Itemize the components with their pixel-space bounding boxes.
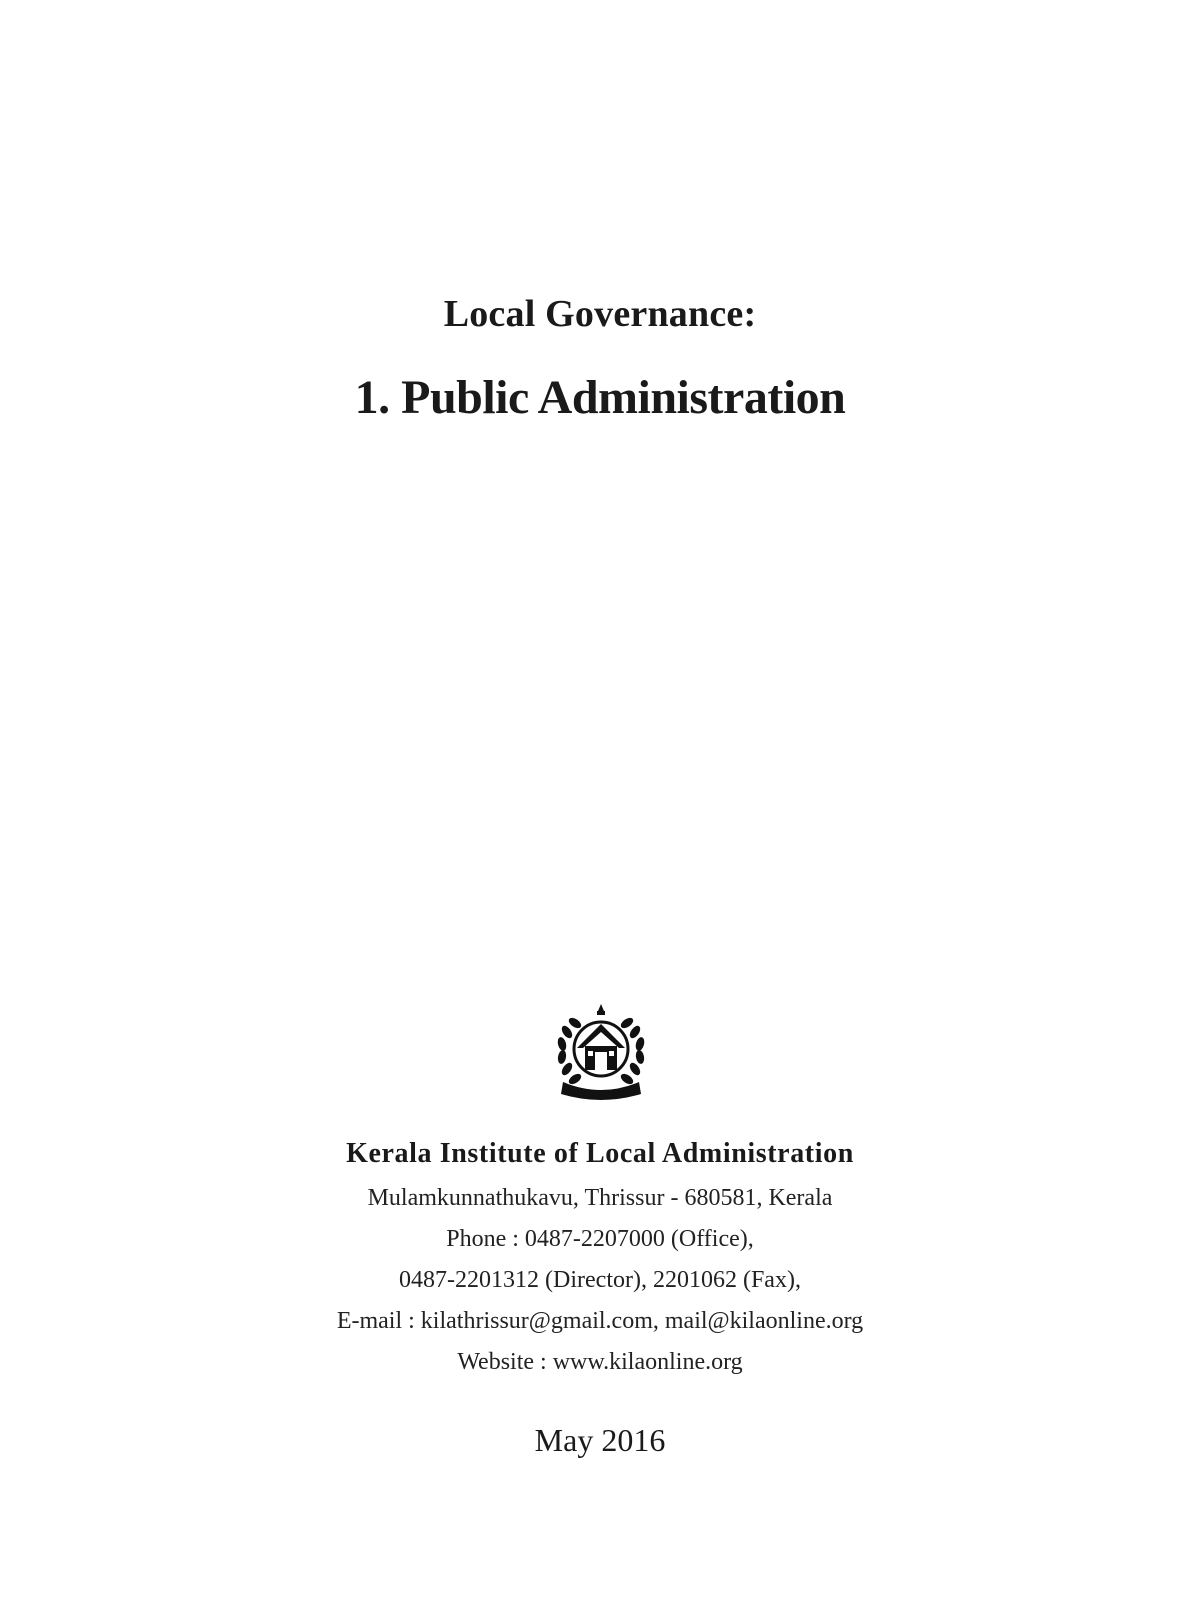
- publisher-contact: [0, 1178, 1200, 1383]
- publisher-email: E-mail : kilathrissur@gmail.com, mail@kilaonline.org: [336, 1308, 864, 1334]
- publication-date: May 2016: [534, 1422, 666, 1458]
- publisher-website: Website : www.kilaonline.org: [457, 1349, 743, 1375]
- series-title: Local Governance:: [443, 293, 757, 335]
- document-title: 1. Public Administration: [354, 371, 846, 424]
- publisher-name: Kerala Institute of Local Administration: [346, 1138, 854, 1169]
- publisher-phone-fax: 0487-2201312 (Director), 2201062 (Fax),: [399, 1267, 801, 1293]
- publisher-address: Mulamkunnathukavu, Thrissur - 680581, Kerala: [367, 1185, 833, 1211]
- publisher-phone: Phone : 0487-2207000 (Office),: [446, 1226, 754, 1252]
- kila-emblem-icon: [553, 1002, 649, 1102]
